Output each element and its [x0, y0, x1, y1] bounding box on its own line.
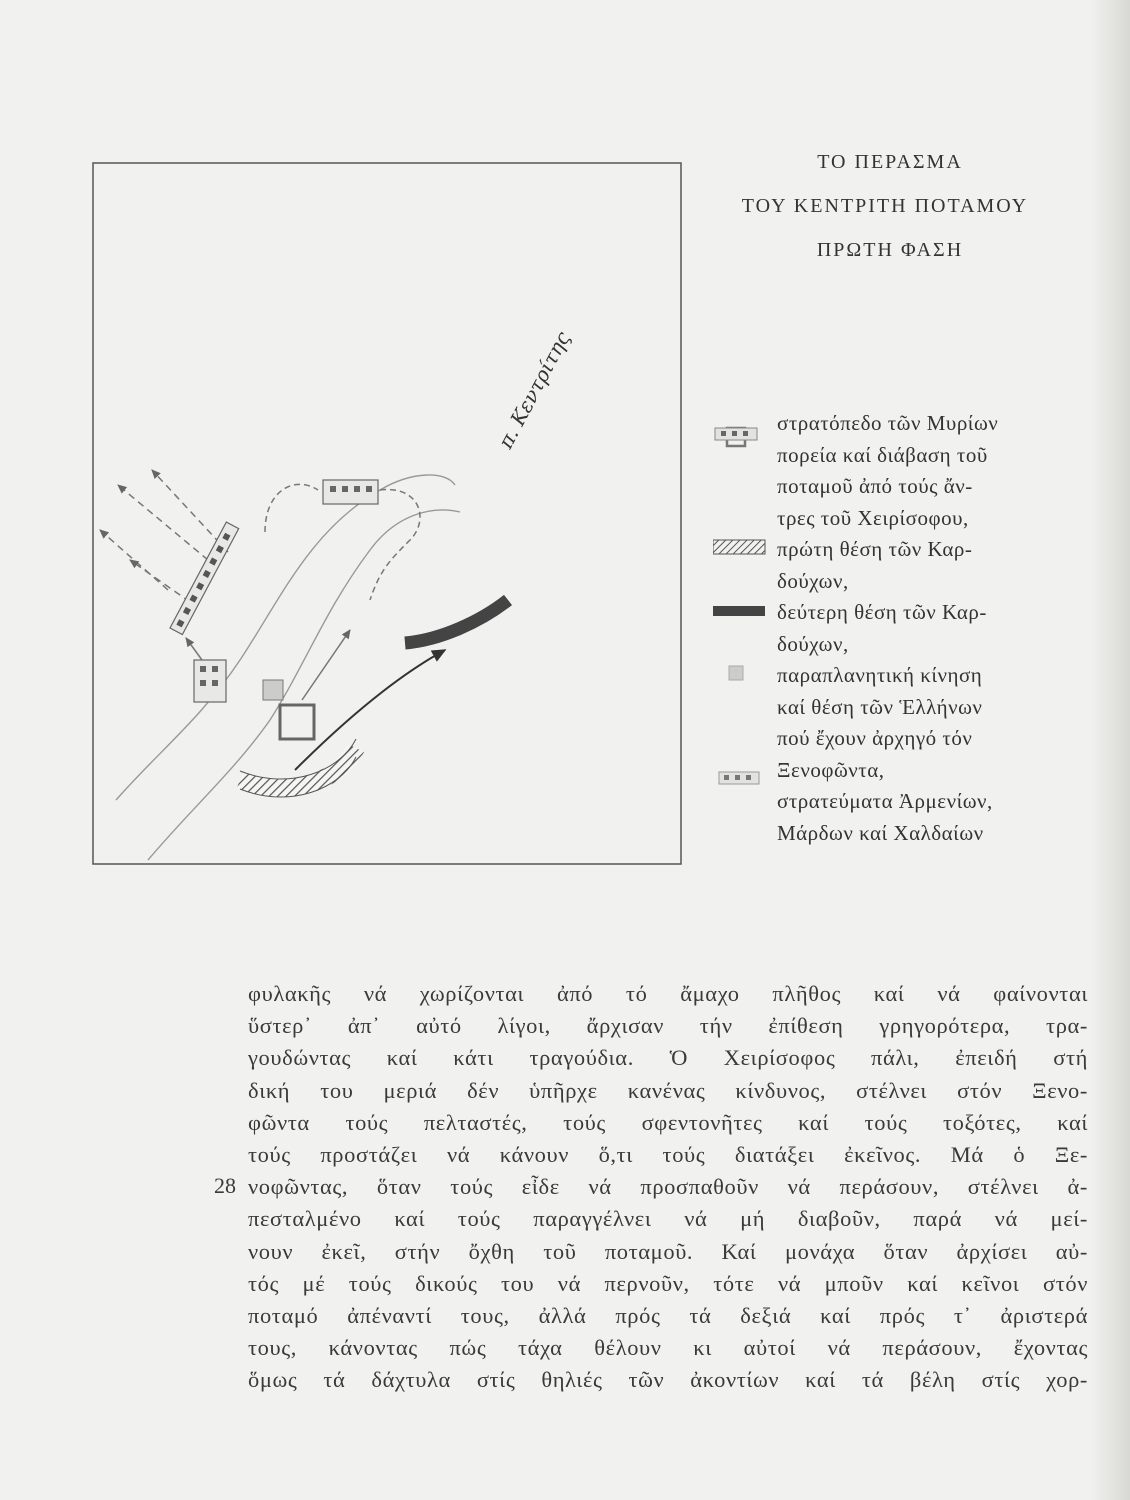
map-title-line-1: ΤΟ ΠΕΡΑΣΜΑ — [817, 151, 963, 173]
text-line: ὅμως τά δάχτυλα στίς θηλιές τῶν ἀκοντίων καί τά βέλη στίς χορ- — [248, 1367, 1088, 1393]
march-arrow-up — [302, 630, 350, 700]
map-title — [720, 140, 1060, 272]
text-line: ὕστερ᾽ ἀπ᾽ αὐτό λίγοι, ἄρχισαν τήν ἐπίθεση γρηγορότερα, τρα- — [248, 1013, 1088, 1039]
map-legend — [705, 408, 1085, 849]
legend-text-armies: στρατεύματα Ἀρμενίων, Μάρδων καί Χαλδαίων — [777, 789, 993, 845]
text-line: ποταμό ἀπέναντί τους, ἀλλά πρός τά δεξιά καί πρός τ᾽ ἀριστερά — [248, 1302, 1088, 1328]
legend-text-second-position: δεύτερη θέση τῶν Καρ- δούχων, — [777, 600, 987, 656]
battle-map — [90, 160, 684, 867]
hatched-bar-icon — [713, 538, 769, 558]
map-svg — [90, 160, 684, 867]
troops-block-upper — [323, 480, 378, 504]
legend-item-second-position — [705, 597, 1085, 660]
legend-text-xenophon: παραπλανητική κίνηση καί θέση τῶν Ἑλλήνων πού ἔχουν ἀρχηγό τόν Ξενοφῶντα, — [777, 663, 983, 782]
march-arrow-curve — [265, 484, 318, 532]
text-line: νοφῶντας, ὅταν τούς εἶδε νά προσπαθοῦν νά περάσουν, στέλνει ἀ- — [248, 1174, 1088, 1200]
troops-column-left — [170, 522, 239, 635]
text-line: φῶντα τούς πελταστές, τούς σφεντονῆτες καί τούς τοξότες, καί — [248, 1109, 1088, 1135]
text-line: τός μέ τούς δικούς του νά περνοῦν, τότε νά μποῦν καί κεῖνοι στόν — [248, 1270, 1088, 1296]
legend-text-camp: στρατόπεδο τῶν Μυρίων — [777, 411, 999, 435]
camp-square — [280, 705, 314, 739]
dotted-block-icon — [713, 764, 763, 794]
text-line: τούς προστάζει νά κάνουν ὅ,τι τούς διατάξει ἐκεῖνος. Μά ὁ Ξε- — [248, 1141, 1088, 1167]
text-line: γουδώντας καί κάτι τραγούδια. Ὁ Χειρίσοφος πάλι, ἐπειδή στή — [248, 1045, 1088, 1071]
text-line: τους, κάνοντας πώς τάχα θέλουν κι αὐτοί νά περάσουν, ἔχοντας — [248, 1335, 1088, 1361]
page-edge-shadow — [1090, 0, 1130, 1500]
march-arrow-small — [186, 638, 202, 660]
text-line: νουν ἐκεῖ, στήν ὄχθη τοῦ ποταμοῦ. Καί μονάχα ὅταν ἀρχίσει αὐ- — [248, 1238, 1088, 1264]
small-square-icon — [713, 662, 753, 692]
attack-arrow — [295, 650, 445, 770]
legend-item-march — [705, 440, 1085, 535]
legend-text-first-position: πρώτη θέση τῶν Καρ- δούχων, — [777, 537, 973, 593]
solid-bar-icon — [713, 603, 769, 623]
second-position-bar — [405, 600, 508, 643]
xenophon-square-a — [263, 680, 283, 700]
text-line: δική του μεριά δέν ὑπῆρχε κανένας κίνδυνος, στέλνει στόν Ξενο- — [248, 1077, 1088, 1103]
river-label: π. Κεντρίτης — [493, 327, 575, 453]
line-number: 28 — [214, 1173, 236, 1198]
map-title-line-2: ΤΟΥ ΚΕΝΤΡΙΤΗ ΠΟΤΑΜΟΥ — [741, 195, 1029, 217]
legend-text-march: πορεία καί διάβαση τοῦ ποταμοῦ ἀπό τούς ἄν- τρες τοῦ Χειρίσοφου, — [777, 442, 988, 530]
map-title-line-3: ΠΡΩΤΗ ΦΑΣΗ — [816, 239, 964, 261]
map-border — [93, 163, 681, 864]
river-bank-left — [116, 475, 455, 800]
legend-item-armies — [705, 786, 1085, 849]
text-line: φυλακῆς νά χωρίζονται ἀπό τό ἄμαχο πλῆθος καί νά φαίνονται — [248, 981, 1088, 1006]
body-text — [248, 978, 1088, 1396]
march-block-icon — [713, 420, 763, 450]
text-line: πεσταλμένο καί τούς παραγγέλνει νά μή διαβοῦν, παρά νά μεί- — [248, 1206, 1088, 1232]
troops-block-lower — [194, 660, 226, 702]
march-arrow-loop — [370, 490, 420, 600]
legend-item-first-position — [705, 534, 1085, 597]
